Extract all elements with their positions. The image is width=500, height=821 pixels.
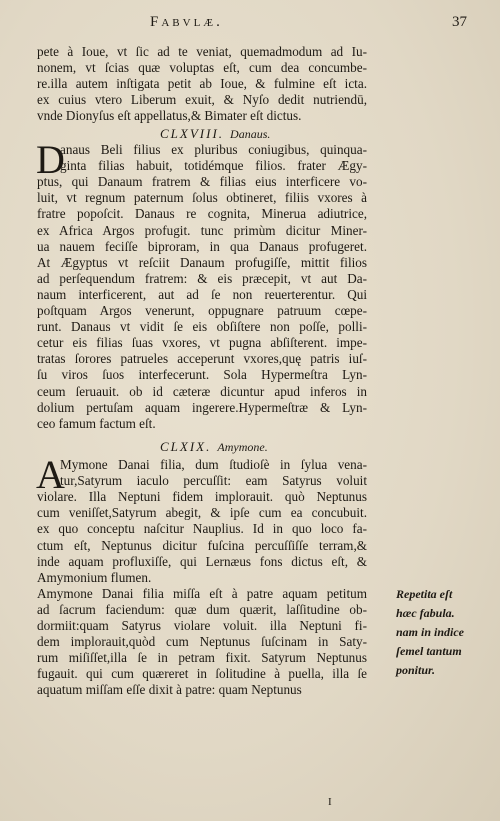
text-line: ceum ſeruauit. ob id cæteræ dicuntur apud inferos in — [37, 383, 367, 399]
page-number: 37 — [452, 14, 467, 30]
chapter-heading-amymone — [160, 439, 268, 455]
text-line: Amymone Danai filia miſſa eſt à patre aquam petitum — [37, 585, 367, 601]
text-line: tratas ſorores patrueles acceperunt vxores,quę patris iuſ- — [37, 351, 367, 367]
text-line: fugauit. qui cum quæreret in ſolitudine à puella, illa ſe — [37, 666, 367, 682]
drop-cap-d: D — [36, 137, 65, 182]
running-title: Fabvlæ. — [150, 14, 223, 30]
text-line: ex Africa Argos profugit. tunc primùm dicitur Miner- — [37, 222, 367, 238]
text-line: naum interficerent, aut ad ſe non reuerterentur. Qui — [37, 286, 367, 302]
margin-note-line: ſemel tantum — [396, 644, 462, 658]
chapter-number: CLXVIII. — [160, 126, 225, 141]
text-line: violare. Illa Neptuni fidem implorauit. quò Neptunus — [37, 489, 367, 505]
text-line: cetur eis filias ſuas vxores, vt pugna abſiſterent. impe- — [37, 335, 367, 351]
text-line: luit, vt regnum paternum ſolus obtineret, filiis vxores à — [37, 190, 367, 206]
text-line: ceo famum factum eſt. — [37, 415, 156, 431]
text-line: ua nauem feciſſe biproram, in qua Danaus profugeret. — [37, 238, 367, 254]
text-line: ad ſacrum faciendum: quæ dum quærit, laſſitudine ob- — [37, 601, 367, 617]
chapter-number: CLXIX. — [160, 439, 212, 454]
text-line: nonem, vt ſcias quæ voluptas eſt, cum dea concumbe- — [37, 60, 367, 76]
text-line: cum veniſſet,Satyrum abegit, & ipſe cum ea concubuit. — [37, 505, 367, 521]
text-line: runt. Danaus vt vidit ſe eis obſiſtere non poſſe, polli- — [37, 319, 367, 335]
text-line: At Ægyptus vt reſciit Danaum profugiſſe, mittit filios — [37, 254, 367, 270]
text-line: inde aquam profluxiſſe, qui Lernæus fons dictus eſt, & — [37, 553, 367, 569]
text-line: Mymone Danai filia, dum ſtudioſè in ſylua vena- — [60, 457, 367, 472]
text-line: Amymonium flumen. — [37, 569, 152, 585]
text-line: ad perſequendum fratrem: & eis præcepit, vt aut Da- — [37, 270, 367, 286]
text-line: tur,Satyrum iaculo percuſſit: eam Satyrus voluit — [60, 473, 367, 489]
text-line: ex cuius vtero Liberum exuit, & Nyſo dedit nutriendū, — [37, 92, 367, 108]
text-line: re.illa autem inſtigata petit ab Ioue, & fulmine eſt icta. — [37, 76, 367, 92]
drop-cap-a: A — [36, 452, 65, 497]
text-line: dormiit:quam Satyrus violare voluit. illa Neptuni fi- — [37, 618, 367, 633]
text-line: ex quo conceptu naſcitur Nauplius. Id in quo loco fa- — [37, 521, 367, 537]
margin-note-line: Repetita eſt — [396, 587, 453, 601]
text-line: aquatum miſſam eſſe dixit à patre: quam Neptunus — [37, 682, 302, 698]
text-line: vnde Dionyſus eſt appellatus,& Bimater eſt dictus. — [37, 108, 302, 124]
margin-note-line: ponitur. — [396, 663, 436, 677]
text-line: fratre popoſcit. Danaus re cognita, Minerua adiutrice, — [37, 206, 367, 222]
chapter-heading-danaus — [160, 126, 270, 142]
text-line: dem implorauit,quòd cum Neptunus ſuſcinam in Saty- — [37, 634, 367, 650]
text-line: dolium pertuſam aquam ingerere.Hypermeſtræ & Lyn- — [37, 399, 367, 415]
running-head — [0, 14, 500, 34]
margin-note-line: hæc fabula. — [396, 606, 455, 620]
text-line: ctum eſt, Neptunus dicitur fuſcina percuſſiſſe terram,& — [37, 537, 367, 553]
text-line: ginta filias habuit, totidémque filios. frater Ægy- — [60, 158, 367, 174]
chapter-name: Danaus. — [230, 127, 271, 141]
signature-mark: I — [328, 796, 332, 808]
text-line: anaus Beli filius ex pluribus coniugibus, quinqua- — [60, 142, 367, 157]
text-line: ſu viros ſuos interfecerunt. Sola Hypermeſtra Lyn- — [37, 367, 367, 383]
margin-note-line: nam in indice — [396, 625, 465, 639]
chapter-name: Amymone. — [217, 440, 268, 454]
text-line: rum miſiſſet,illa ſe in petram fixit. Satyrum Neptunus — [37, 650, 367, 666]
text-line: ptus, qui Danaum fratrem & filias eius interficere vo- — [37, 174, 367, 190]
text-line: pete à Ioue, vt ſic ad te veniat, quemadmodum ad Iu- — [37, 44, 367, 59]
text-line: poſtquam Argos venerunt, oppugnare patruum cœpe- — [37, 303, 367, 318]
